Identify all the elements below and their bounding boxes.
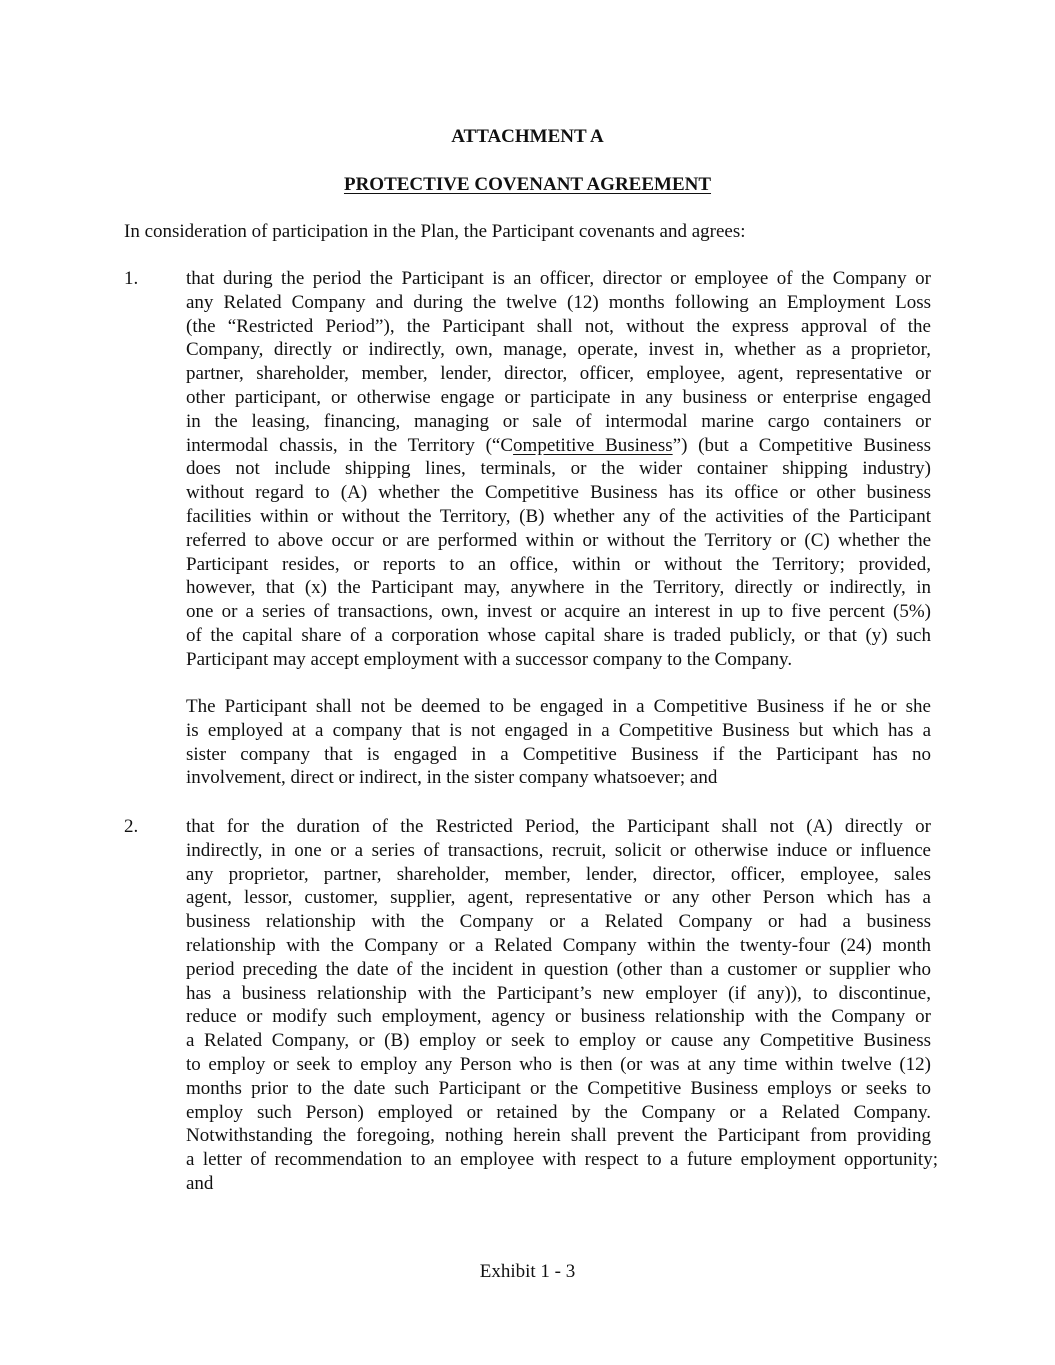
text-line: Notwithstanding the foregoing, nothing herein shall prevent the Participant from providing <box>186 1125 931 1147</box>
text-line: business relationship with the Company or a Related Company or had a business <box>186 911 931 933</box>
text-line: in the leasing, financing, managing or sale of intermodal marine cargo containers or <box>186 410 931 432</box>
item-1-paragraph-1 <box>186 267 931 672</box>
text-line: employ such Person) employed or retained by the Company or a Related Company. <box>186 1101 931 1123</box>
text-line: agent, lessor, customer, supplier, agent, representative or any other Person which has a <box>186 887 931 909</box>
defined-term-underlined: ompetitive Business <box>513 434 673 456</box>
attachment-heading: ATTACHMENT A <box>451 126 604 147</box>
text-line: relationship with the Company or a Related Company within the twenty-four (24) month <box>186 934 931 956</box>
text-line: of the capital share of a corporation whose capital share is traded publicly, or that (y) such <box>186 624 931 646</box>
text-line: is employed at a company that is not engaged in a Competitive Business but which has a <box>186 719 931 741</box>
text-line: however, that (x) the Participant may, anywhere in the Territory, directly or indirectly, in <box>186 577 931 599</box>
text-line: does not include shipping lines, terminals, or the wider container shipping industry) <box>186 458 931 480</box>
item-2-number: 2. <box>124 816 139 837</box>
page-footer: Exhibit 1 - 3 <box>479 1261 576 1282</box>
text-line: that during the period the Participant is an officer, director or employee of the Company or <box>186 268 931 289</box>
item-1-paragraph-2 <box>186 695 931 790</box>
text-line: sister company that is engaged in a Competitive Business if the Participant has no <box>186 743 931 765</box>
text-line: (the “Restricted Period”), the Participant shall not, without the express approval of the <box>186 315 931 337</box>
text-line: any Related Company and during the twelve (12) months following an Employment Loss <box>186 291 931 313</box>
text-line: has a business relationship with the Participant’s new employer (if any)), to discontinue, <box>186 982 931 1004</box>
text-line: Company, directly or indirectly, own, manage, operate, invest in, whether as a proprietor, <box>186 339 931 361</box>
text-line: a letter of recommendation to an employee with respect to a future employment opportunity; <box>186 1149 938 1171</box>
text-line: indirectly, in one or a series of transactions, recruit, solicit or otherwise induce or influence <box>186 839 931 861</box>
text-line: Participant resides, or reports to an office, within or without the Territory; provided, <box>186 553 931 575</box>
text-line: facilities within or without the Territory, (B) whether any of the activities of the Participant <box>186 505 931 527</box>
text-line: other participant, or otherwise engage or participate in any business or enterprise engaged <box>186 386 931 408</box>
text-line: that for the duration of the Restricted Period, the Participant shall not (A) directly or <box>186 816 931 837</box>
text-line: any proprietor, partner, shareholder, member, lender, director, officer, employee, sales <box>186 863 931 885</box>
text-line: The Participant shall not be deemed to be engaged in a Competitive Business if he or she <box>186 696 931 717</box>
text-line: Participant may accept employment with a successor company to the Company. <box>186 648 793 670</box>
item-1-number: 1. <box>124 268 139 289</box>
text-line: a Related Company, or (B) employ or seek to employ or cause any Competitive Business <box>186 1030 931 1052</box>
text-line: one or a series of transactions, own, invest or acquire an interest in up to five percent (5%) <box>186 601 931 623</box>
text-line: to employ or seek to employ any Person who is then (or was at any time within twelve (12) <box>186 1053 931 1075</box>
document-title-text: PROTECTIVE COVENANT AGREEMENT <box>343 174 712 195</box>
intro-paragraph: In consideration of participation in the Plan, the Participant covenants and agrees: <box>124 221 746 242</box>
text-line: months prior to the date such Participant or the Competitive Business employs or seeks to <box>186 1077 931 1099</box>
text-line: intermodal chassis, in the Territory (“Competitive Business”) (but a Competitive Business <box>186 434 931 456</box>
text-line: referred to above occur or are performed within or without the Territory or (C) whether the <box>186 529 931 551</box>
text-line: without regard to (A) whether the Competitive Business has its office or other business <box>186 482 931 504</box>
text-line: reduce or modify such employment, agency or business relationship with the Company or <box>186 1006 931 1028</box>
text-line: and <box>186 1172 214 1194</box>
document-title <box>0 173 1055 197</box>
item-2-paragraph-1 <box>186 815 938 1196</box>
text-line: partner, shareholder, member, lender, director, officer, employee, agent, representative or <box>186 363 931 385</box>
text-line: involvement, direct or indirect, in the sister company whatsoever; and <box>186 767 718 789</box>
text-line: period preceding the date of the incident in question (other than a customer or supplier who <box>186 958 931 980</box>
